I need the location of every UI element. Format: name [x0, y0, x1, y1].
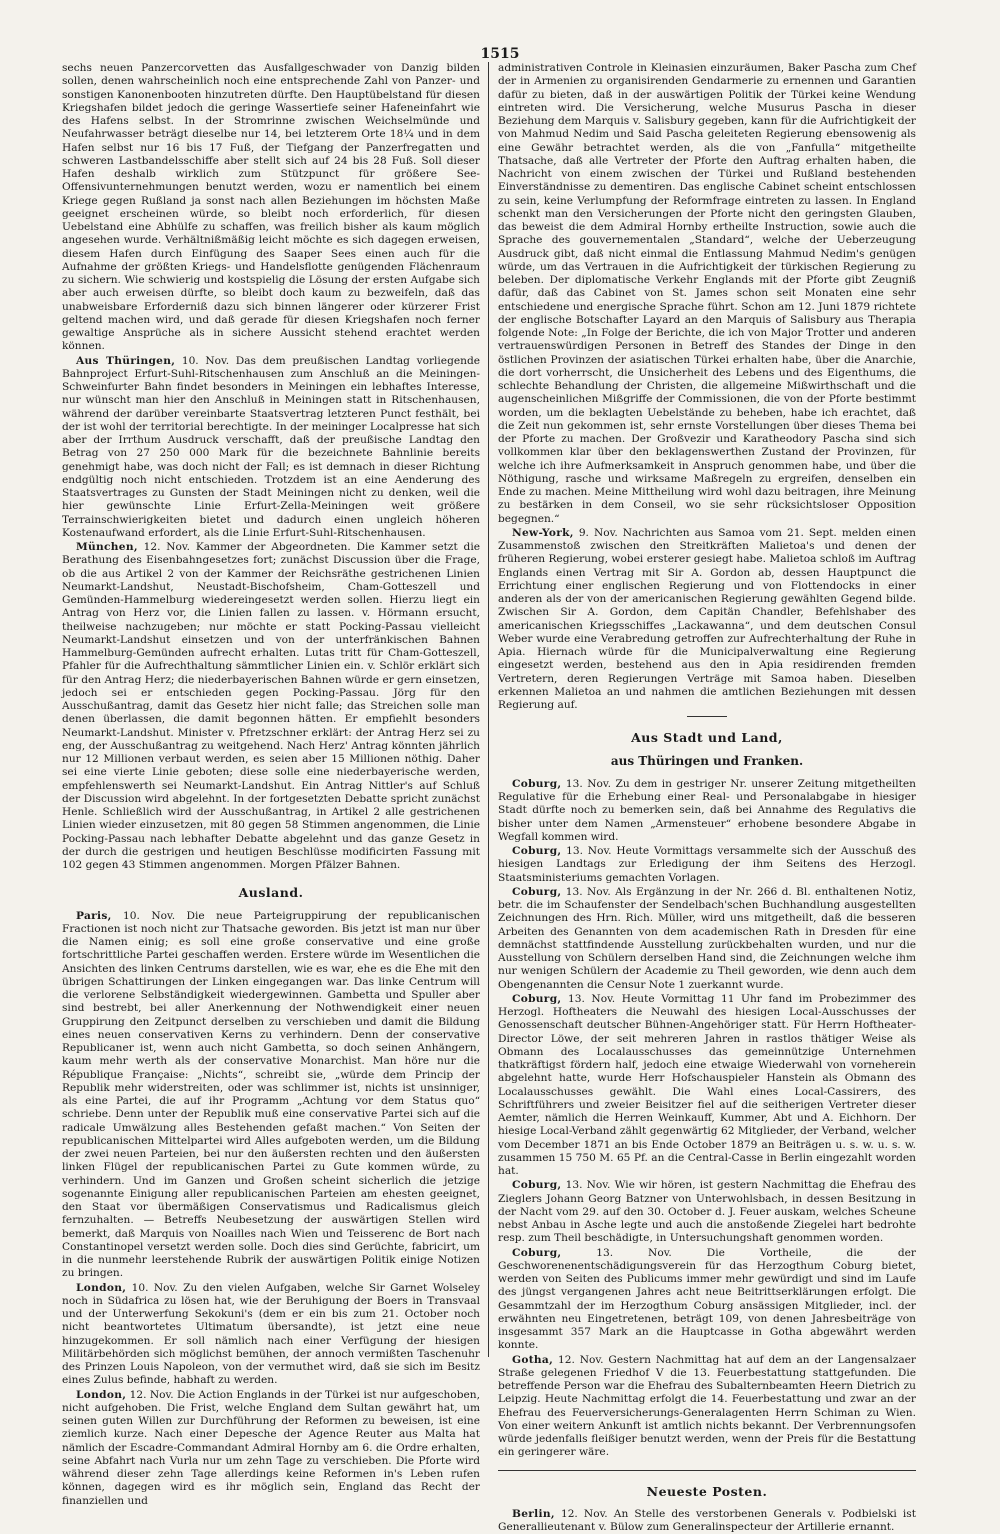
dateline-date: 13. Nov.: [561, 992, 616, 1005]
dateline-place: Aus Thüringen,: [76, 354, 176, 367]
dateline-place: New-York,: [512, 526, 574, 539]
article-body: Zu den vielen Aufgaben, welche Sir Garnet Wolseley noch in Südafrica zu lösen hat, wie der Beruhigung der Boers in Transvaal und der Unterwerfung Sekokuni's (dem er ein bis zum 21. October noch nicht beantwortetes Ultimatum übersandte), ist jetzt eine neue hinzugekommen. Er soll nämlich nach einer Verfügung der hiesigen Militärbehörden sich möglichst bemühen, der annoch vermißten Taschenuhr des Prinzen Louis Napoleon, von der vermuthet wird, daß sie sich im Besitz eines Zulus befinde, habhaft zu werden.: [62, 1281, 480, 1387]
section-rule: [498, 1470, 916, 1471]
article-danzig: sechs neuen Panzercorvetten das Ausfallgeschwader von Danzig bilden sollen, denen wahrscheinlich noch eine entsprechende Zahl von Panzer- und sonstigen Kanonenbooten hinzutreten dürfte. Den Hauptübelstand für diesen Kriegshafen bildet jedoch die geringe Wassertiefe seiner Hafeneinfahrt wie des Hafens selbst. In der Stromrinne zwischen Weichselmünde und Neufahrwasser beträgt dieselbe nur 14, bei letzterem Orte 18¼ und in dem Hafen selbst nur 16 bis 17 Fuß, der Tiefgang der Panzerfregatten und schweren Lastbandelsschiffe aber stellt sich auf 24 bis 28 Fuß. Soll dieser Hafen deshalb wirklich zum Stützpunct für größere See-Offensivunternehmungen benutzt werden, wozu er namentlich bei einem Kriege gegen Rußland ja sonst nach allen Beziehungen im höchsten Maße geeignet erscheinen würde, so bleibt noch erforderlich, für diesen Uebelstand eine Abhülfe zu schaffen, was freilich bisher als kaum möglich angesehen wurde. Verhältnißmäßig leicht möchte es sich dagegen erweisen, diesem Hafen durch Einfügung des Saaper Sees einen auch für die Aufnahme der größten Kriegs- und Handelsflotte genügenden Flächenraum zu sichern. Wie schwierig und kostspielig die Lösung der ersten Aufgabe sich aber auch erweisen dürfte, so bleibt doch kaum zu bezweifeln, daß das unabweisbare Erforderniß dazu sich binnen längerer oder kürzerer Frist geltend machen wird, und daß gerade für diesen Kriegshafen noch ferner gewaltige Ansprüche als in sichere Aussicht stehend erachtet werden können.: [62, 62, 480, 353]
dateline-place: Paris,: [76, 909, 112, 922]
article-body: Das dem preußischen Landtag vorliegende Bahnproject Erfurt-Suhl-Ritschenhausen zum Anschluß an die Meiningen-Schweinfurter Bahn findet besonders in Meiningen ein lebhaftes Interesse, nur wünscht man hier den Anschluß in Meiningen statt in Ritschenhausen, während der darüber vereinbarte Staatsvertrag letzteren Punct festhält, bei der ist wohl der territorial berechtigte. In der meininger Localpresse hat sich aber der Irrthum Ausdruck verschafft, daß der preußische Landtag den Betrag von 27 250 000 Mark für die bezeichnete Bahnlinie bereits genehmigt habe, was doch nicht der Fall; es ist demnach in dieser Richtung endgültig noch nicht entschieden. Trotzdem ist an eine Aenderung des Staatsvertrages zu Gunsten der Stadt Meiningen nicht zu denken, weil die hier gewünschte Linie Erfurt-Zella-Meiningen weit größere Terrainschwierigkeiten bietet und dadurch einen ungleich höheren Kostenaufwand erfordert, als die Linie Erfurt-Suhl-Ritschenhausen.: [62, 354, 480, 539]
article-body: An Stelle des verstorbenen Generals v. Podbielski ist Generallieutenant v. Bülow zum Generalinspecteur der Artillerie ernannt.: [498, 1507, 916, 1533]
dateline-place: Coburg,: [512, 992, 562, 1005]
dateline-place: London,: [76, 1388, 127, 1401]
article-body: Heute Vormittags versammelte sich der Ausschuß des hiesigen Landtags zur Erledigung der ihm Seitens des Herzogl. Staatsministeriums gemachten Vorlagen.: [498, 845, 916, 884]
article-tuerkei-continued: administrativen Controle in Kleinasien einzuräumen, Baker Pascha zum Chef der in Armenien zu organisirenden Gendarmerie zu ernennen und Garantien dafür zu bieten, daß in der auswärtigen Politik der Türkei keine Wendung eintreten wird. Die Versicherung, welche Musurus Pascha in dieser Beziehung dem Marquis v. Salisbury gegeben, kann für die Aufrichtigkeit der von Mahmud Nedim und Said Pascha geleiteten Regierung ebensowenig als eine Gewähr betrachtet werden, als die von „Fanfulla“ mitgetheilte Thatsache, daß alle Vertreter der Pforte den Auftrag erhalten haben, die Nachricht von einem zwischen der Türkei und Rußland bestehenden Einverständnisse zu dementiren. Das englische Cabinet scheint entschlossen zu sein, keine Verlumpfung der Reformfrage eintreten zu lassen. In England schenkt man den Versicherungen der Pforte nicht den geringsten Glauben, das beweist die dem Admiral Hornby ertheilte Instruction, sowie auch die Sprache des gouvernementalen „Standard“, welche der Ueberzeugung Ausdruck gibt, daß nicht einmal die Entlassung Mahmud Nedim's genügen würde, um das Vertrauen in die Aufrichtigkeit der türkischen Regierung zu beleben. Der diplomatische Verkehr Englands mit der Pforte gibt Zeugniß dafür, daß das Cabinet von St. James schon seit Monaten eine sehr entschiedene und energische Sprache führt. Schon am 12. Juni 1879 richtete der englische Botschafter Layard an den Marquis of Salisbury aus Therapia folgende Note: „In Folge der Berichte, die ich von Major Trotter und anderen vertrauenswürdigen Personen in Betreff des Standes der Dinge in den östlichen Provinzen der asiatischen Türkei erhalten habe, über die Anarchie, die dort vorherrscht, die Unsicherheit des Lebens und des Eigenthums, die schlechte Behandlung der Christen, die allgemeine Mißwirthschaft und die augenscheinlichen Mißgriffe der Commissionen, die von der Pforte bestimmt worden, um die beklagten Uebelstände zu beheben, habe ich erachtet, daß die Zeit nun gekommen ist, sehr ernste Vorstellungen über dieses Thema bei der Pforte zu machen. Der Großvezir und Karatheodory Pascha sind sich vollkommen klar über den beklagenswerthen Zustand der Provinzen, für welche ich ihre Aufmerksamkeit in Anspruch genommen habe, und über die Nöthigung, rasche und wirksame Maßregeln zu ergreifen, denselben ein Ende zu machen. Meine Mittheilung wird wohl dazu beitragen, ihre Meinung zu bestärken in dem Conseil, wo sie sehr rücksichtsloser Opposition begegnen.“: [498, 62, 916, 525]
article-body: Die neue Parteigruppirung der republicanischen Fractionen ist noch nicht zur Thatsache geworden. Bis jetzt ist man nur über die Namen einig; es soll eine große conservative und eine große fortschrittliche Partei geschaffen werden. Erstere würde im Wesentlichen die Ansichten des linken Centrums darstellen, wie es war, ehe es die Ehe mit den übrigen Schattirungen der Linken eingegangen war. Das linke Centrum will die verlorene Selbständigkeit wiedergewinnen. Gambetta und Spuller aber sind bestrebt, bei aller Anerkennung der Nothwendigkeit einer neuen Gruppirung den Zeitpunct derselben zu verschieben und damit die Bildung eines neuen conservativen Kerns zu verhindern. Denn der conservative Republicaner ist, wenn auch nicht Gambetta, so doch seinen Anhängern, kaum mehr werth als der conservative Monarchist. Man höre nur die République Française: „Nichts“, schreibt sie, „würde dem Princip der Republik mehr widerstreiten, oder was schlimmer ist, nichts ist unsinniger, als eine Partei, die auf ihr Programm „Achtung vor dem Status quo“ schriebe. Denn unter der Republik muß eine conservative Partei sich auf die radicale Umwälzung alles Bestehenden gefaßt machen.“ Von Seiten der republicanischen Mittelpartei wird Alles aufgeboten werden, um die Bildung der zwei neuen Parteien, bei nur den äußersten rechten und den äußersten linken Flügel der republicanischen Partei zu Gute kommen würde, zu verhindern. Und im Ganzen und Großen scheint sicherlich die jetzige sogenannte Einigung aller republicanischen Parteien am ehesten geeignet, den Staat vor übermäßigen Conservatismus und Radicalismus gleich fernzuhalten. — Betreffs Neubesetzung der auswärtigen Stellen wird bemerkt, daß Marquis von Noailles nach Wien und Teisserenc de Bort nach Constantinopel versetzt werden solle. Doch dies sind Gerüchte, fabricirt, um in die nunmehr leerstehende Rubrik der auswärtigen Politik einige Notizen zu bringen.: [62, 909, 480, 1280]
dateline-date: 13. Nov.: [561, 885, 611, 898]
section-heading-neueste-posten: Neueste Posten.: [646, 1483, 768, 1499]
dateline-date: 10. Nov.: [111, 909, 176, 922]
dateline-place: Coburg,: [512, 1246, 562, 1259]
article-paris: [62, 910, 480, 1281]
dateline-place: Coburg,: [512, 845, 562, 857]
dateline-date: 12. Nov.: [137, 541, 191, 553]
article-body: Die Action Englands in der Türkei ist nur aufgeschoben, nicht aufgehoben. Die Frist, welche England dem Sultan gewährt hat, um seinen guten Willen zur Durchführung der Reformen zu beweisen, ist eine ziemlich kurze. Nach einer Depesche der Agence Reuter aus Malta hat nämlich der Escadre-Commandant Admiral Hornby am 6. die Ordre erhalten, seine Abfahrt nach Vurla nur um zehn Tage zu verschieben. Die Pforte wird während dieser zehn Tage allerdings keine Reformen in's Leben rufen können, dagegen wird es ihr möglich sein, England das Recht der finanziellen und: [62, 1388, 480, 1507]
article-body: Wie wir hören, ist gestern Nachmittag die Ehefrau des Zieglers Johann Georg Batzner von Unterwohlsbach, in dessen Besitzung in der Nacht vom 29. auf den 30. October d. J. Feuer auskam, welches Scheune nebst Anbau in Asche legte und auch die anstoßende Ziegelei hart bedrohte resp. zum Theil beschädigte, in Untersuchungshaft genommen worden.: [498, 1179, 916, 1245]
dateline-place: Coburg,: [512, 885, 562, 898]
dateline-place: Coburg,: [512, 777, 562, 790]
dateline-place: Coburg,: [512, 1179, 562, 1192]
dateline-date: 13. Nov.: [561, 845, 612, 857]
dateline-place: London,: [76, 1281, 127, 1294]
section-heading-stadt-land: Aus Stadt und Land,: [631, 730, 783, 746]
article-berlin: [498, 1508, 916, 1534]
article-body: Nachrichten aus Samoa vom 21. Sept. melden einen Zusammenstoß zwischen den Streitkräften Malietoa's und denen der früheren Regierung, wobei ersterer gesiegt habe. Malietoa schloß im Auftrag Englands einen Vertrag mit Sir A. Gordon ab, dessen Hauptpunct die Errichtung einer englischen Regierung und von Flottendocks in einer anderen als der von der americanischen Regierung gewählten Gegend bilde. Zwischen Sir A. Gordon, dem Capitän Chandler, Befehlshaber des americanischen Kriegsschiffes „Lackawanna“, und dem deutschen Consul Weber wurde eine Verabredung getroffen zur Aufrechterhaltung der Ruhe in Apia. Hiernach würde für die Municipalverwaltung eine Regierung eingesetzt werden, bestehend aus den in Apia residirenden fremden Vertretern, deren Regierungen Verträge mit Samoa haben. Dieselben erkennen Malietoa an und nahmen die amtlichen Beziehungen mit dessen Regierung auf.: [498, 526, 916, 711]
dateline-date: 12. Nov.: [553, 1353, 604, 1366]
article-coburg-1: [498, 778, 916, 844]
dateline-date: 10. Nov.: [175, 354, 230, 367]
article-body: Als Ergänzung in der Nr. 266 d. Bl. enthaltenen Notiz, betr. die im Schaufenster der Sendelbach'schen Buchhandlung ausgestellten Zeichnungen des Hrn. Rich. Müller, wird uns mitgetheilt, daß die besseren Arbeiten des Genannten von dem academischen Rath in Dresden für eine demnächst stattfindende Ausstellung zurückbehalten wurden, und nur die Ausstellung von Schülern derselben Hand sind, die Zeichnungen welche ihm nur wenigen Schülern der Academie zu Theil geworden, wie denn auch dem Obengenannten die Censur Note 1 zuerkannt wurde.: [498, 885, 916, 991]
article-coburg-4: [498, 993, 916, 1179]
article-muenchen: [62, 541, 480, 872]
dateline-date: 13. Nov.: [561, 1179, 611, 1192]
article-thueringen: [62, 355, 480, 541]
article-body: Kammer der Abgeordneten. Die Kammer setzt die Berathung des Eisenbahngesetzes fort; zunächst Discussion über die Frage, ob die aus Artikel 2 von der Kammer der Reichsräthe gestrichenen Linien Neumarkt-Landshut, Neustadt-Bischofsheim, Cham-Gotteszell und Gemünden-Hammelburg wiedereingesetzt werden sollen. Hierzu liegt ein Antrag von Herz vor, die Linien fallen zu lassen. v. Hörmann ersucht, theilweise nachzugeben; nur möchte er statt Pocking-Passau vielleicht Neumarkt-Landshut einsetzen und von der unterfränkischen Bahnen Hammelburg-Gemünden aufrecht erhalten. Lutas tritt für Cham-Gotteszell, Pfahler für die Aufrechthaltung sämmtlicher Linien ein. v. Schlör erklärt sich für den Antrag Herz; die niederbayerischen Bahnen würde er gern einsetzen, jedoch sei er entschieden gegen Pocking-Passau. Jörg für den Ausschußantrag, damit das Gesetz hier nicht falle; das Streichen solle man denen überlassen, die damit begonnen hätten. Er empfiehlt besonders Neumarkt-Landshut. Minister v. Pfretzschner erklärt: der Antrag Herz sei zu eng, der Ausschußantrag zu weitgehend. Nach Herz' Antrag könnten jährlich nur 12 Millionen verbaut werden, es seien aber 15 Millionen nöthig. Daher sei eine vierte Linie geboten; diese solle eine niederbayerische werden, empfehlenswerth sei Neumarkt-Landshut. Ein Antrag Nittler's auf Schluß der Discussion wird abgelehnt. In der fortgesetzten Debatte spricht zunächst Henle. Schließlich wird der Ausschußantrag, in Artikel 2 alle gestrichenen Linien wieder einzusetzen, mit 80 gegen 58 Stimmen angenommen, die Linie Pocking-Passau nach lebhafter Debatte abgelehnt und das ganze Gesetz in der durch die gestrigen und heutigen Beschlüsse modificirten Fassung mit 102 gegen 43 Stimmen angenommen. Morgen Pfälzer Bahnen.: [62, 541, 480, 871]
dateline-date: 13. Nov.: [561, 777, 611, 790]
dateline-date: 10. Nov.: [126, 1281, 178, 1294]
article-coburg-3: [498, 886, 916, 992]
article-gotha: [498, 1354, 916, 1460]
dateline-date: 12. Nov.: [126, 1388, 174, 1401]
section-rule: [687, 716, 727, 717]
article-coburg-2: [498, 845, 916, 885]
dateline-place: Gotha,: [512, 1353, 554, 1366]
article-coburg-6: [498, 1247, 916, 1353]
article-london-2: [62, 1389, 480, 1508]
dateline-place: München,: [76, 541, 138, 553]
dateline-date: 13. Nov.: [561, 1246, 672, 1259]
article-new-york: [498, 527, 916, 713]
section-heading-ausland: Ausland.: [238, 885, 304, 901]
left-column: [62, 62, 480, 1507]
dateline-place: Berlin,: [512, 1507, 555, 1520]
page-number: 1515: [480, 46, 520, 62]
article-body: Zu dem in gestriger Nr. unserer Zeitung mitgetheilten Regulative für die Erhebung einer Real- und Personalabgabe in hiesiger Stadt dürfte noch zu bemerken sein, daß bei Annahme des Regulativs die bisher unter dem Namen „Armensteuer“ erhobene besondere Abgabe in Wegfall kommen wird.: [498, 777, 916, 843]
article-body: Gestern Nachmittag hat auf dem an der Langensalzaer Straße gelegenen Friedhof V die 13. Feuerbestattung stattgefunden. Die betreffende Person war die Ehefrau des Subalternbeamten Heern Dietrich zu Leipzig. Heute Nachmittag erfolgt die 14. Feuerbestattung und zwar an der Ehefrau des Feuerversicherungs-Generalagenten Herrn Schiman zu Wien. Von einer weitern Ankunft ist amtlich nichts bekannt. Der Verbrennungsofen würde jedenfalls fleißiger benutzt werden, wenn der Preis für die Bestattung ein geringerer wäre.: [498, 1353, 916, 1459]
section-subheading: aus Thüringen und Franken.: [610, 753, 804, 768]
right-column: [498, 62, 916, 1533]
column-divider: [488, 62, 489, 1357]
article-body: Die Vortheile, die der Geschworenenentschädigungsverein für das Herzogthum Coburg bietet, werden von Seiten des Publicums immer mehr gewürdigt und sind im Laufe des jüngst vergangenen Jahres acht neue Beitrittserklärungen erfolgt. Die Gesammtzahl der im Herzogthum Coburg ansässigen Mitglieder, incl. der erwähnten neu Eingetretenen, beträgt 109, von denen Jahresbeiträge von insgesammt 357 Mark an die Hauptcasse in Gotha abgewährt werden konnte.: [498, 1246, 916, 1352]
article-body: Heute Vormittag 11 Uhr fand im Probezimmer des Herzogl. Hoftheaters die Neuwahl des hiesigen Local-Ausschusses der Genossenschaft deutscher Bühnen-Angehöriger statt. Für Herrn Hoftheater-Director Löwe, der seit mehreren Jahren in rastlos thätiger Weise als Obmann des Localausschusses das gemeinnützige Unternehmen thatkräftigst fördern half, jedoch eine etwaige Wiederwahl von vorneherein abgelehnt hatte, wurde Herr Hofschauspieler Hanstein als Obmann des Localausschusses gewählt. Die Wahl eines Local-Cassirers, des Schriftführers und zweier Beisitzer fiel auf die seitherigen Vertreter dieser Aemter, nämlich die Herren Weinkauff, Kummer, Abt und A. Eichhorn. Der hiesige Local-Verband zählt gegenwärtig 62 Mitglieder, der Verband, welcher vom December 1871 an bis Ende October 1879 an Beiträgen u. s. w. u. s. w. zusammen 15 750 M. 65 Pf. an die Central-Casse in Berlin eingezahlt worden hat.: [498, 992, 916, 1177]
dateline-date: 9. Nov.: [573, 526, 618, 539]
article-coburg-5: [498, 1179, 916, 1245]
dateline-date: 12. Nov.: [554, 1507, 608, 1520]
article-london-1: [62, 1282, 480, 1388]
